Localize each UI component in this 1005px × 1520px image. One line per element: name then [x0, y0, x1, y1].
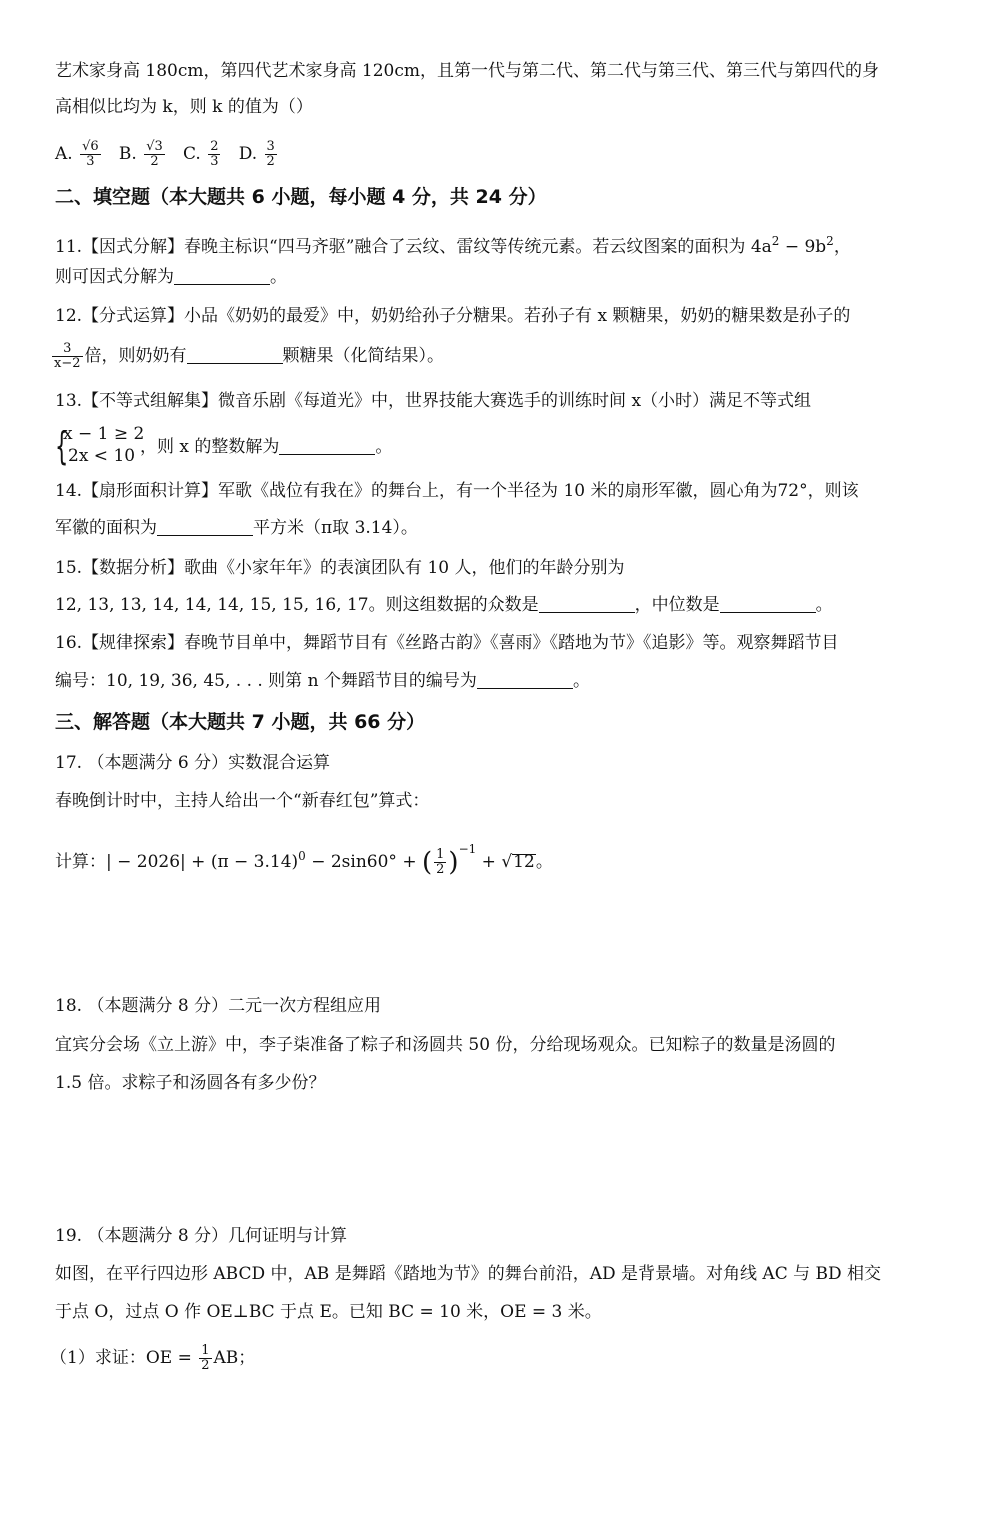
- option-d-fraction: $\frac{3}{2}$: [266, 139, 275, 169]
- q17-heading: 17. （本题满分 6 分）实数混合运算: [55, 753, 331, 773]
- q15-mode-blank[interactable]: [539, 594, 635, 613]
- section-3-heading: 三、解答题（本大题共 7 小题，共 66 分）: [55, 711, 426, 733]
- q12-line1: 12.【分式运算】小品《奶奶的最爱》中，奶奶给孙子分糖果。若孙子有 x 颗糖果，奶奶的糖果数是孙子的: [55, 306, 851, 326]
- q10-options: [55, 140, 279, 169]
- q19-heading: 19. （本题满分 8 分）几何证明与计算: [55, 1226, 348, 1246]
- q13-line2: ，则 x 的整数解为 。: [140, 437, 393, 457]
- q10-text-line1: 艺术家身高 180cm，第四代艺术家身高 120cm，且第一代与第二代、第二代与第三代、第三代与第四代的身: [55, 61, 879, 81]
- q14-answer-blank[interactable]: [157, 517, 253, 536]
- q18-line1: 宜宾分会场《立上游》中，李子柒准备了粽子和汤圆共 50 份，分给现场观众。已知粽子的数量是汤圆的: [55, 1035, 836, 1055]
- q13-inequality-2: 2x < 10: [68, 446, 136, 466]
- q16-line2: 编号：10, 19, 36, 45, . . . 则第 n 个舞蹈节目的编号为 。: [55, 671, 590, 691]
- q11-line2: 则可因式分解为 。: [55, 267, 287, 287]
- q19-part1: （1）求证：OE = $\frac{1}{2}$ AB；: [50, 1343, 256, 1373]
- q12-fraction: $\frac{3}{x-2}$: [54, 341, 81, 371]
- q10-text-line2: 高相似比均为 k，则 k 的值为（）: [55, 97, 313, 117]
- q19-line2: 于点 O，过点 O 作 OE⊥BC 于点 E。已知 BC = 10 米，OE = 3 米。: [55, 1302, 602, 1322]
- q17-line1: 春晚倒计时中，主持人给出一个“新春红包”算式：: [55, 791, 430, 811]
- q14-line2: 军徽的面积为 平方米（π取 3.14）。: [55, 518, 418, 538]
- q17-expression: 计算：| − $2026| + (\pi - 3.14)^0 - 2\sin 60^\circ$ + ( $\frac{1}{2}$ )$^{-1}$ + √12。: [55, 842, 553, 878]
- option-c-fraction: $\frac{2}{3}$: [210, 139, 219, 169]
- q12-line2: $\frac{3}{x-2}$ 倍，则奶奶有 颗糖果（化简结果）。: [54, 341, 444, 371]
- q15-line1: 15.【数据分析】歌曲《小家年年》的表演团队有 10 人，他们的年龄分别为: [55, 558, 625, 578]
- q11-line1: 11.【因式分解】春晚主标识“四马齐驱”融合了云纹、雷纹等传统元素。若云纹图案的面积为 $4a^2 - 9b^2$，: [55, 234, 851, 257]
- q19-half-fraction: $\frac{1}{2}$: [201, 1343, 210, 1373]
- q12-answer-blank[interactable]: [187, 345, 283, 364]
- q16-line1: 16.【规律探索】春晚节目单中，舞蹈节目有《丝路古韵》《喜雨》《踏地为节》《追影》等。观察舞蹈节目: [55, 633, 839, 653]
- q13-answer-blank[interactable]: [279, 436, 375, 455]
- option-a-fraction: $\frac{√6}{3}$: [82, 139, 99, 169]
- section-2-heading: 二、填空题（本大题共 6 小题，每小题 4 分，共 24 分）: [55, 186, 547, 208]
- option-b-label: B.: [118, 144, 137, 164]
- q14-line1: 14.【扇形面积计算】军歌《战位有我在》的舞台上，有一个半径为 10 米的扇形军徽，圆心角为72°，则该: [55, 481, 859, 501]
- q13-inequality-1: x − 1 ≥ 2: [63, 424, 145, 444]
- q11-answer-blank[interactable]: [174, 266, 270, 285]
- inequality-brace: {: [55, 424, 69, 468]
- q19-line1: 如图，在平行四边形 ABCD 中，AB 是舞蹈《踏地为节》的舞台前沿，AD 是背景墙。对角线 AC 与 BD 相交: [55, 1264, 882, 1284]
- q13-line1: 13.【不等式组解集】微音乐剧《每道光》中，世界技能大赛选手的训练时间 x（小时）满足不等式组: [55, 391, 812, 411]
- option-d-label: D.: [238, 144, 258, 164]
- q18-line2: 1.5 倍。求粽子和汤圆各有多少份？: [55, 1073, 326, 1093]
- q18-heading: 18. （本题满分 8 分）二元一次方程组应用: [55, 996, 382, 1016]
- q16-answer-blank[interactable]: [477, 670, 573, 689]
- option-c-label: C.: [182, 144, 201, 164]
- q15-median-blank[interactable]: [720, 594, 816, 613]
- option-b-fraction: $\frac{√3}{2}$: [146, 139, 163, 169]
- q17-half-fraction: $\frac{1}{2}$: [436, 847, 445, 877]
- option-a-label: A.: [55, 144, 73, 164]
- q15-line2: 12, 13, 13, 14, 14, 14, 15, 15, 16, 17。则这组数据的众数是 ，中位数是 。: [55, 595, 833, 615]
